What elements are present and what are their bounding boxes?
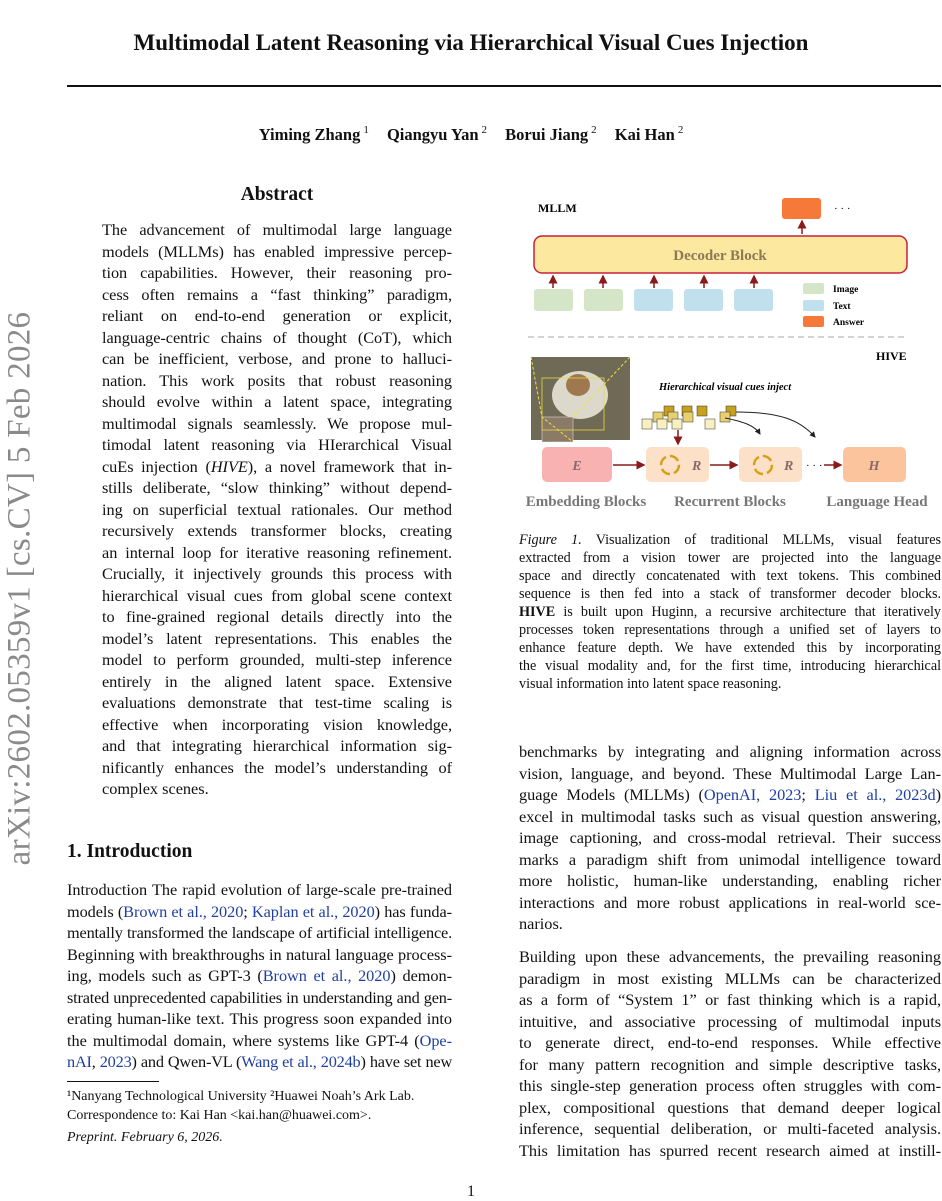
text-line (102, 477, 452, 499)
block-label: Recurrent Blocks (674, 494, 786, 510)
legend-answer: Answer (833, 318, 865, 328)
ellipsis: · · · (806, 460, 823, 472)
text-span: the visual modality and, for the first time, introducing hierarchical (519, 658, 941, 674)
text-line (102, 241, 452, 263)
text-span: reliant on end-to-end generation or explicit, (102, 306, 452, 325)
text-line (102, 456, 452, 478)
text-line (102, 219, 452, 241)
text-span: Introduction The rapid evolution of large-scale pre-trained (67, 880, 452, 899)
text-span: ) have set new (360, 1052, 453, 1071)
text-line (102, 671, 452, 693)
hive-label: HIVE (876, 349, 907, 363)
text-span: stills deliberate, “slow thinking” without depend- (102, 478, 452, 497)
text-span: processes token representations through a unified set of layers to (519, 622, 941, 638)
text-span: The advancement of multimodal large language (102, 220, 452, 239)
text-span: this single-step generation process often struggles with com- (519, 1076, 941, 1095)
text-line (102, 520, 452, 542)
text-span: language-centric chains of thought (CoT), which (102, 327, 452, 347)
text-line (519, 1011, 941, 1033)
text-line (519, 621, 941, 639)
text-span: should evolve within a latent space, integrating (102, 392, 452, 411)
text-span: image captioning, and cross-modal retrieval. Their success (519, 828, 941, 847)
text-span: timodal latent reasoning via HIerarchical Visual (102, 435, 452, 454)
text-line (67, 1051, 452, 1073)
text-line (519, 989, 941, 1011)
text-span: ; (801, 785, 815, 804)
legend-image: Image (833, 285, 859, 295)
text-line (102, 305, 452, 327)
text-line (519, 968, 941, 990)
author (387, 125, 487, 144)
author-list (0, 124, 942, 145)
text-line (102, 391, 452, 413)
text-line (67, 1106, 462, 1125)
text-span: to fine-grained regional details directly into the (102, 607, 452, 626)
text-line (67, 879, 452, 901)
author-name: Kai Han (614, 124, 675, 144)
text-span: ing, models such as GPT-3 ( (67, 966, 263, 985)
text-line (102, 413, 452, 435)
input-tokens (534, 276, 773, 311)
text-span: strated unprecedented capabilities in understanding and gen- (67, 987, 452, 1007)
citation-link[interactable]: Brown et al., 2020 (262, 966, 391, 985)
text-line (519, 549, 941, 567)
text-span: hierarchical visual cues from global scene context (102, 585, 452, 605)
text-line (102, 585, 452, 607)
answer-token (782, 198, 821, 219)
text-span: model’s latent representations. This enables the (102, 628, 452, 648)
decoder-block-label: Decoder Block (673, 248, 767, 264)
text-span: multimodal signals seamlessly. We propose mul- (102, 413, 452, 433)
block-letter: R (692, 459, 702, 474)
text-line (519, 1075, 941, 1097)
text-line (102, 692, 452, 714)
block-letter: E (572, 459, 582, 474)
text-span: mentally transformed the landscape of artificial intelligence. (67, 923, 452, 942)
text-line (67, 944, 452, 966)
text-line (519, 784, 941, 806)
block-letter: H (868, 459, 880, 474)
text-span: Building upon these advancements, the prevailing reasoning (519, 947, 941, 966)
citation-link[interactable]: nAI (67, 1052, 92, 1071)
text-line (519, 1097, 941, 1119)
text-span: erating human-like text. This progress soon expanded into (67, 1009, 452, 1028)
text-line (102, 434, 452, 456)
text-span: Correspondence to: Kai Han <kai.han@huawei.com>. (67, 1108, 372, 1123)
footnote (67, 1087, 462, 1125)
text-span: enhance feature depth. We have extended this by incorporating (519, 640, 941, 656)
text-span: an internal loop for iterative reasoning refinement. (102, 542, 452, 562)
citation-link[interactable]: Wang et al., 2024b (241, 1052, 361, 1071)
text-line (102, 757, 452, 779)
text-span: Crucially, it injectively grounds this process with (102, 564, 452, 583)
text-line (519, 657, 941, 675)
body-paragraph (519, 946, 941, 1161)
text-line (519, 1054, 941, 1076)
text-line (102, 606, 452, 628)
text-line (519, 639, 941, 657)
text-line (102, 628, 452, 650)
preprint-note: Preprint. February 6, 2026. (67, 1130, 223, 1145)
text-line (67, 1008, 452, 1030)
text-span: HIVE (210, 456, 248, 476)
citation-link[interactable]: 2023 (99, 1052, 132, 1071)
figure-1 (520, 190, 942, 520)
abstract-heading: Abstract (240, 184, 314, 205)
text-line (102, 284, 452, 306)
legend-text: Text (833, 302, 851, 312)
text-span: intuitive, and associative processing of multimodal inputs (519, 1011, 941, 1031)
text-span: cuEs injection ( (102, 456, 211, 476)
text-span: narios. (519, 914, 563, 933)
pipeline (542, 447, 906, 482)
text-line (67, 1087, 462, 1106)
citation-link[interactable]: OpenAI, 2023 (703, 785, 802, 804)
paper-title: Multimodal Latent Reasoning via Hierarchical Visual Cues Injection (133, 30, 809, 55)
text-span: vision, language, and beyond. These Multimodal Large Lan- (519, 763, 941, 783)
block-letter: R (784, 459, 794, 474)
text-line (519, 763, 941, 785)
text-span: HIVE (519, 604, 556, 620)
ellipsis: · · · (834, 203, 851, 215)
legend (803, 283, 865, 328)
text-span: complex scenes. (102, 779, 209, 798)
citation-link[interactable]: Liu et al., 2023d (814, 785, 936, 804)
author-name: Qiangyu Yan (386, 124, 479, 144)
text-line (102, 735, 452, 757)
text-line (102, 370, 452, 392)
visual-cue-tokens (642, 406, 815, 444)
text-span: can be inefficient, verbose, and prone to halluci- (102, 349, 452, 368)
dog-image (531, 357, 630, 442)
text-line (67, 965, 452, 987)
text-span: benchmarks by integrating and aligning information across (519, 742, 941, 761)
text-line (519, 913, 941, 935)
block-label: Language Head (826, 494, 928, 510)
text-span: ing on superficial textual rationales. Our method (102, 499, 452, 519)
text-line (519, 741, 941, 763)
mllm-label: MLLM (538, 201, 577, 215)
title-rule (67, 85, 941, 87)
text-span: model to perform grounded, multi-step inference (102, 650, 452, 669)
text-line (102, 499, 452, 521)
text-span: ) has funda- (374, 901, 452, 921)
text-span: recursively extends transformer blocks, creating (102, 521, 452, 540)
text-line (519, 827, 941, 849)
text-span: inference, sequential deliberation, or multi-faceted analysis. (519, 1119, 941, 1138)
text-span: ) demon- (390, 966, 452, 985)
author (615, 125, 684, 144)
text-span: for many pattern recognition and simple descriptive tasks, (519, 1054, 941, 1074)
text-span: more holistic, human-like understanding, enabling richer (519, 871, 941, 890)
text-span: excel in multimodal tasks such as visual question answering, (519, 806, 941, 826)
text-span: ) and Qwen-VL ( (131, 1052, 242, 1071)
text-span: models (MLLMs) has enabled impressive percep- (102, 241, 452, 261)
abstract-body (102, 219, 452, 800)
author-name: Borui Jiang (505, 124, 589, 144)
text-line (519, 603, 941, 621)
text-span: evaluations demonstrate that test-time scaling is (102, 693, 452, 712)
body-paragraph (519, 741, 941, 935)
text-span: cess often remains a “fast thinking” paradigm, (102, 284, 452, 304)
text-span: This limitation has spurred recent research aimed at instill- (519, 1140, 941, 1160)
text-line (519, 892, 941, 914)
text-span: entirely in the aligned latent space. Extensive (102, 671, 452, 691)
text-span: Visualization of traditional MLLMs, visual features (581, 532, 941, 548)
text-span: tion capabilities. However, their reasoning pro- (102, 263, 452, 282)
inject-label: Hierarchical visual cues inject (659, 382, 792, 393)
text-line (67, 1030, 452, 1052)
text-line (519, 1032, 941, 1054)
text-span: ¹Nanyang Technological University ²Huawei Noah’s Ark Lab. (67, 1089, 415, 1104)
text-line (519, 870, 941, 892)
arxiv-stamp: arXiv:2602.05359v1 [cs.CV] 5 Feb 2026 (1, 311, 38, 866)
text-span: paradigm in most existing MLLMs can be characterized (519, 968, 941, 988)
text-line (102, 714, 452, 736)
text-span: and that integrating hierarchical information sig- (102, 736, 452, 755)
text-span: ) (935, 785, 941, 804)
text-span: plex, compositional questions that demand deeper logical (519, 1097, 941, 1117)
text-span: sequence is then fed into a stack of transformer decoder blocks. (519, 586, 941, 602)
affiliation-mark: 1 (363, 124, 369, 136)
text-line (102, 542, 452, 564)
author (505, 125, 596, 144)
text-span: visual information into latent space reasoning. (519, 676, 782, 692)
footnote-rule (67, 1081, 159, 1082)
text-span: as a form of “System 1” or fast thinking which is a rapid, (519, 990, 941, 1009)
text-span: effective when incorporating vision knowledge, (102, 714, 452, 734)
text-line (102, 778, 452, 800)
text-line (67, 901, 452, 923)
author-name: Yiming Zhang (258, 124, 361, 144)
citation-link[interactable]: Kaplan et al., 2020 (251, 901, 375, 921)
text-span: , (91, 1052, 100, 1071)
introduction-body (67, 879, 452, 1073)
text-span: guage Models (MLLMs) ( (519, 785, 704, 804)
text-span: Beginning with breakthroughs in natural language process- (67, 944, 452, 964)
citation-link[interactable]: Ope- (419, 1030, 452, 1050)
text-line (519, 806, 941, 828)
text-line (519, 849, 941, 871)
text-line (519, 567, 941, 585)
text-span: nificantly enhances the model’s understanding of (102, 757, 452, 777)
text-line (102, 649, 452, 671)
page-number: 1 (467, 1183, 475, 1200)
text-span: is built upon Huginn, a recursive architecture that iteratively (555, 604, 941, 620)
text-line (102, 563, 452, 585)
text-span: Figure 1. (519, 532, 582, 548)
text-line (102, 348, 452, 370)
affiliation-mark: 2 (481, 124, 488, 136)
text-span: the multimodal domain, where systems like GPT-4 ( (67, 1030, 420, 1050)
text-span: to generate direct, end-to-end responses. While effective (519, 1033, 941, 1052)
text-line (519, 1140, 941, 1162)
author (259, 125, 369, 144)
text-line (67, 987, 452, 1009)
text-span: space and directly concatenated with text tokens. This combined (519, 568, 941, 584)
section-heading: 1. Introduction (67, 841, 193, 862)
text-span: marks a paradigm shift from unimodal intelligence toward (519, 849, 941, 869)
text-span: nation. This work posits that robust reasoning (102, 370, 452, 390)
text-span: models ( (67, 901, 124, 921)
text-span: extracted from a vision tower are projected into the language (519, 550, 941, 566)
citation-link[interactable]: Brown et al., 2020 (123, 901, 244, 921)
affiliation-mark: 2 (677, 124, 684, 136)
text-line (102, 327, 452, 349)
text-line (519, 585, 941, 603)
text-line (519, 1118, 941, 1140)
affiliation-mark: 2 (591, 124, 597, 136)
text-span: ), a novel framework that in- (247, 456, 452, 476)
text-line (102, 262, 452, 284)
text-span: interactions and more robust applications in real-world sce- (519, 892, 941, 912)
text-line (67, 922, 452, 944)
figure-caption (519, 531, 941, 693)
text-line (519, 675, 941, 693)
text-span: ; (243, 901, 252, 921)
block-label: Embedding Blocks (525, 494, 647, 510)
text-line (519, 531, 941, 549)
text-line (519, 946, 941, 968)
